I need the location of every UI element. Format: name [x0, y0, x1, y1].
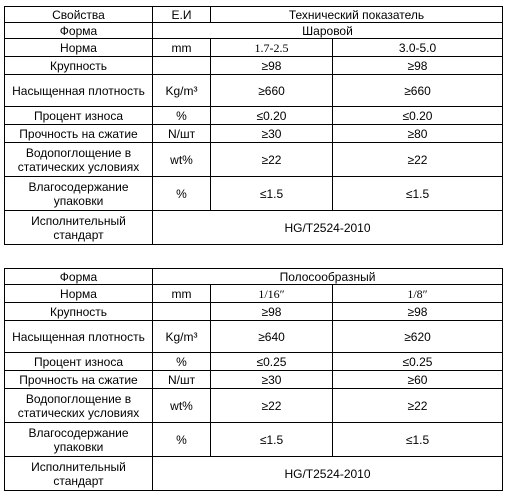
unit-cell: mm: [153, 285, 211, 303]
table-header-row: [5, 7, 503, 23]
table-row-density: [5, 75, 503, 107]
value-cell: ≥98: [333, 303, 503, 321]
table-row-standard: [5, 457, 503, 491]
table-row-strength: [5, 125, 503, 143]
row-label: Процент износа: [5, 353, 153, 371]
value-cell: ≥98: [211, 57, 333, 75]
header-property: Свойства: [5, 7, 153, 23]
row-label: Крупность: [5, 57, 153, 75]
table-row-density: [5, 321, 503, 353]
row-label: Прочность на сжатие: [5, 125, 153, 143]
row-label: Процент износа: [5, 107, 153, 125]
header-indicator: Технический показатель: [211, 7, 503, 23]
value-cell: ≥98: [211, 303, 333, 321]
form-value: Полосообразный: [153, 269, 503, 285]
value-cell: ≥660: [211, 75, 333, 107]
table-row-moisture: [5, 177, 503, 211]
standard-value: HG/T2524-2010: [153, 211, 503, 245]
unit-cell: Kg/m³: [153, 75, 211, 107]
header-unit: Е.И: [153, 7, 211, 23]
table-row-wear: [5, 353, 503, 371]
value-cell: ≤0.25: [211, 353, 333, 371]
value-cell: ≥22: [211, 389, 333, 423]
row-label: Форма: [5, 269, 153, 285]
spec-table-spherical: [4, 6, 503, 245]
value-cell: ≥22: [333, 143, 503, 177]
value-cell: ≥22: [211, 143, 333, 177]
value-cell: ≤0.25: [333, 353, 503, 371]
row-label: Исполнительный стандарт: [5, 211, 153, 245]
value-cell: ≤1.5: [333, 423, 503, 457]
row-label: Насыщенная плотность: [5, 75, 153, 107]
unit-cell: [153, 57, 211, 75]
unit-cell: [153, 303, 211, 321]
row-label: Влагосодержание упаковки: [5, 177, 153, 211]
unit-cell: %: [153, 107, 211, 125]
table-row-standard: [5, 211, 503, 245]
table-row-norm: [5, 39, 503, 57]
value-cell: ≥22: [333, 389, 503, 423]
table-row-norm: [5, 285, 503, 303]
unit-cell: %: [153, 177, 211, 211]
unit-cell: wt%: [153, 389, 211, 423]
row-label: Исполнительный стандарт: [5, 457, 153, 491]
spec-table-strip: [4, 268, 503, 491]
value-cell: ≤0.20: [211, 107, 333, 125]
table-row-size: [5, 303, 503, 321]
table-row-form: [5, 269, 503, 285]
unit-cell: %: [153, 353, 211, 371]
row-label: Водопоглощение в статических условиях: [5, 389, 153, 423]
standard-value: HG/T2524-2010: [153, 457, 503, 491]
table-row-form: [5, 23, 503, 39]
value-cell: ≤1.5: [211, 177, 333, 211]
unit-cell: Kg/m³: [153, 321, 211, 353]
unit-cell: N/шт: [153, 371, 211, 389]
value-cell: 1.7-2.5: [211, 39, 333, 57]
value-cell: ≥30: [211, 125, 333, 143]
value-cell: ≤0.20: [333, 107, 503, 125]
value-cell: ≤1.5: [333, 177, 503, 211]
value-cell: ≥660: [333, 75, 503, 107]
unit-cell: wt%: [153, 143, 211, 177]
table-row-wear: [5, 107, 503, 125]
table-row-strength: [5, 371, 503, 389]
value-cell: ≥60: [333, 371, 503, 389]
table-row-size: [5, 57, 503, 75]
value-cell: ≥640: [211, 321, 333, 353]
row-label: Крупность: [5, 303, 153, 321]
value-cell: 3.0-5.0: [333, 39, 503, 57]
unit-cell: %: [153, 423, 211, 457]
row-label: Насыщенная плотность: [5, 321, 153, 353]
value-cell: 1/16″: [211, 285, 333, 303]
value-cell: ≥80: [333, 125, 503, 143]
row-label: Форма: [5, 23, 153, 39]
table-row-water: [5, 143, 503, 177]
table-row-water: [5, 389, 503, 423]
row-label: Прочность на сжатие: [5, 371, 153, 389]
unit-cell: mm: [153, 39, 211, 57]
unit-cell: N/шт: [153, 125, 211, 143]
row-label: Водопоглощение в статических условиях: [5, 143, 153, 177]
value-cell: 1/8″: [333, 285, 503, 303]
value-cell: ≤1.5: [211, 423, 333, 457]
row-label: Влагосодержание упаковки: [5, 423, 153, 457]
row-label: Норма: [5, 285, 153, 303]
value-cell: ≥30: [211, 371, 333, 389]
value-cell: ≥620: [333, 321, 503, 353]
row-label: Норма: [5, 39, 153, 57]
table-row-moisture: [5, 423, 503, 457]
value-cell: ≥98: [333, 57, 503, 75]
form-value: Шаровой: [153, 23, 503, 39]
